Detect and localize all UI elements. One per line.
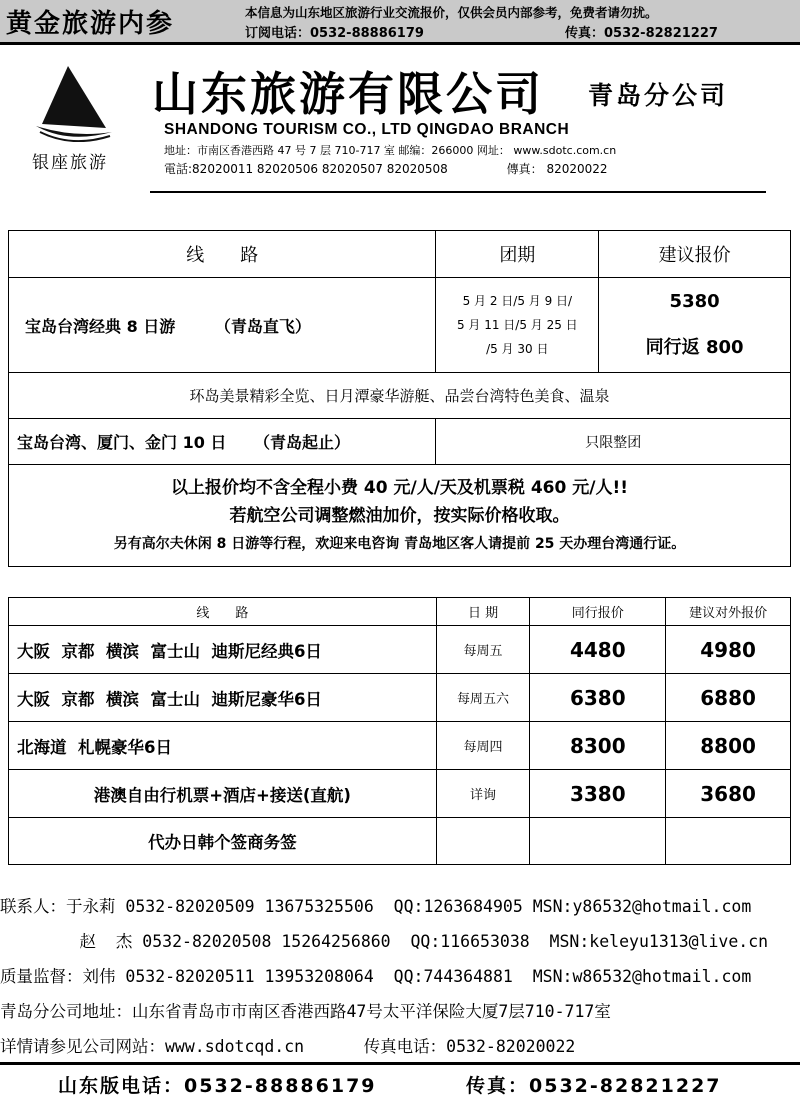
route-name: 宝岛台湾经典 8 日游: [25, 316, 176, 336]
taiwan-tour-table: [8, 230, 791, 567]
route-name: 宝岛台湾、厦门、金门 10 日: [17, 433, 227, 452]
route-taiwan-8-day: [9, 278, 436, 373]
route-name: 北海道 札幌豪华6日: [9, 722, 437, 770]
footer-fax: 传真：0532-82821227: [466, 1075, 722, 1097]
peer-price: 3380: [530, 770, 666, 818]
tour-highlights: 环岛美景精彩全览、日月潭豪华游艇、品尝台湾特色美食、温泉: [9, 373, 791, 419]
company-fax: 傳真： 82020022: [506, 162, 608, 176]
peer-rebate: 同行返 800: [645, 337, 744, 358]
departure-day: [436, 818, 530, 865]
price-cell: [599, 278, 791, 373]
date-line: 5 月 2 日/5 月 9 日/: [462, 294, 573, 308]
group-only-note: 只限整团: [436, 419, 791, 465]
header-dates: 团期: [436, 231, 599, 278]
branch-name: 青岛分公司: [588, 81, 729, 110]
price-value: 5380: [669, 291, 720, 312]
contact-line: 赵 杰 0532-82020508 15264256860 QQ:116653038 MSN:keleyu1313@live.cn: [0, 932, 769, 951]
contact-line: 质量监督：刘伟 0532-82020511 13953208064 QQ:744364881 MSN:w86532@hotmail.com: [0, 967, 752, 986]
branch-address: 青岛分公司地址：山东省青岛市市南区香港西路47号太平洋保险大厦7层710-717室: [0, 1002, 611, 1021]
route-name: 港澳自由行机票+酒店+接送(直航): [9, 770, 437, 818]
departure-day: 每周四: [436, 722, 530, 770]
company-name-english: SHANDONG TOURISM CO., LTD QINGDAO BRANCH: [164, 121, 570, 138]
company-phones: [164, 160, 608, 177]
note-line: 另有高尔夫休闲 8 日游等行程，欢迎来电咨询 青岛地区客人请提前 25 天办理台湾通行证。: [113, 535, 686, 552]
table-row: [9, 770, 791, 818]
header-route: 线 路: [9, 231, 436, 278]
header-retail-price: 建议对外报价: [666, 598, 791, 626]
date-line: 5 月 11 日/5 月 25 日: [456, 318, 578, 332]
banner-fax: 传真：0532-82821227: [565, 26, 718, 41]
retail-price: 4980: [666, 626, 791, 674]
footer-phone: 山东版电话：0532-88886179: [58, 1075, 377, 1097]
route-taiwan-10-day: [9, 419, 436, 465]
retail-price: 6880: [666, 674, 791, 722]
japan-tour-table: [8, 597, 791, 865]
retail-price: 3680: [666, 770, 791, 818]
peer-price: 4480: [530, 626, 666, 674]
peer-price: 6380: [530, 674, 666, 722]
footer-divider: [0, 1062, 800, 1065]
tour-dates: [436, 278, 599, 373]
route-name: 大阪 京都 横滨 富士山 迪斯尼豪华6日: [9, 674, 437, 722]
sail-logo-icon: [28, 62, 118, 142]
retail-price: [666, 818, 791, 865]
brand-title: 黄金旅游内参: [6, 9, 175, 39]
header-divider: [150, 191, 766, 193]
header-route: 线 路: [9, 598, 437, 626]
company-address: 地址：市南区香港西路 47 号 7 层 710-717 室 邮编：266000 网址： www.sdotc.com.cn: [164, 144, 617, 157]
note-line: 若航空公司调整燃油加价，按实际价格收取。: [229, 505, 570, 526]
route-note: （青岛起止）: [254, 433, 351, 452]
contact-line: 联系人：于永莉 0532-82020509 13675325506 QQ:1263684905 MSN:y86532@hotmail.com: [0, 897, 752, 916]
departure-day: 每周五: [436, 626, 530, 674]
header-price: 建议报价: [599, 231, 791, 278]
header-date: 日 期: [436, 598, 530, 626]
company-tel-numbers: 電話:82020011 82020506 82020507 82020508: [164, 162, 448, 176]
route-note: （青岛直飞）: [214, 316, 311, 336]
price-notes: [9, 465, 791, 567]
note-line: 以上报价均不含全程小费 40 元/人/天及机票税 460 元/人!!: [171, 477, 628, 498]
table-row: [9, 818, 791, 865]
logo-text: 银座旅游: [32, 153, 108, 173]
website-line: 详情请参见公司网站：www.sdotcqd.cn 传真电话：0532-82020022: [0, 1037, 576, 1056]
route-name: 大阪 京都 横滨 富士山 迪斯尼经典6日: [9, 626, 437, 674]
company-name: 山东旅游有限公司: [152, 67, 544, 121]
departure-day: 详询: [436, 770, 530, 818]
table-row: [9, 626, 791, 674]
banner-notice: 本信息为山东地区旅游行业交流报价，仅供会员内部参考，免费者请勿扰。: [245, 5, 658, 20]
subscribe-phone: 订阅电话：0532-88886179: [245, 26, 424, 41]
header-peer-price: 同行报价: [530, 598, 666, 626]
table-row: [9, 674, 791, 722]
peer-price: [530, 818, 666, 865]
departure-day: 每周五六: [436, 674, 530, 722]
retail-price: 8800: [666, 722, 791, 770]
date-line: /5 月 30 日: [486, 342, 549, 356]
route-name: 代办日韩个签商务签: [9, 818, 437, 865]
table-row: [9, 722, 791, 770]
peer-price: 8300: [530, 722, 666, 770]
